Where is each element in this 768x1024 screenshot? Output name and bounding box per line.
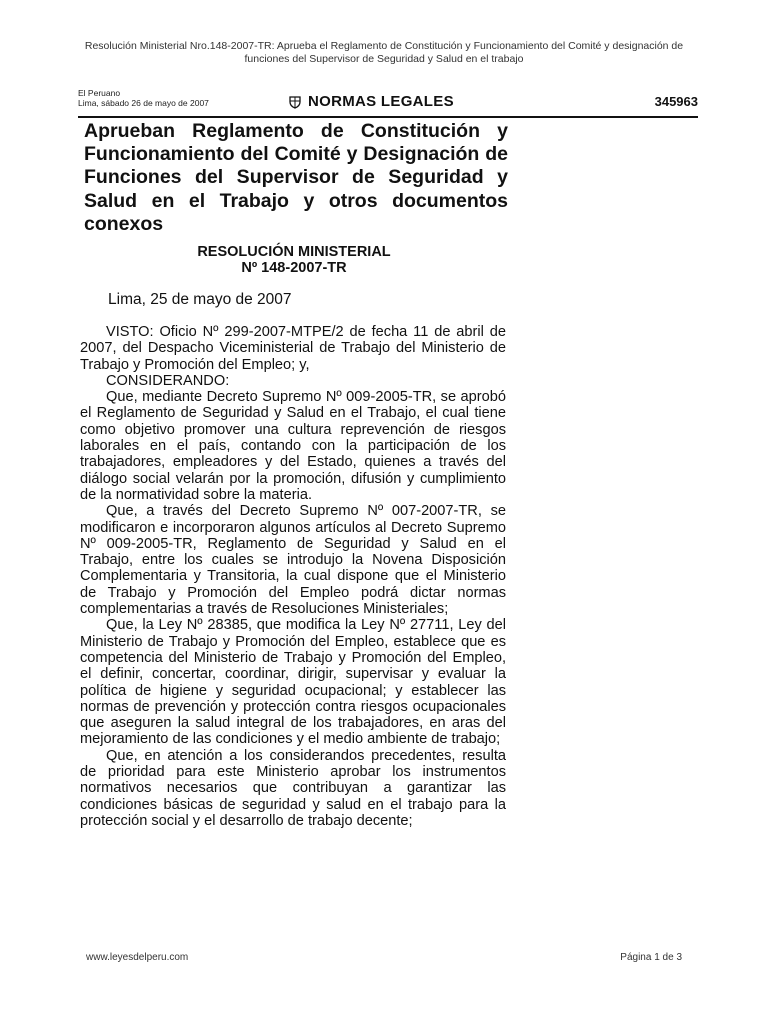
page-footer <box>86 952 682 963</box>
resolution-heading <box>84 244 504 276</box>
paragraph-visto: VISTO: Oficio Nº 299-2007-MTPE/2 de fecha 11 de abril de 2007, del Despacho Viceministerial de Trabajo del Ministerio de Trabajo y Promoción del Empleo; y, <box>80 324 506 373</box>
paragraph-que-1: Que, mediante Decreto Supremo Nº 009-2005-TR, se aprobó el Reglamento de Seguridad y Salud en el Trabajo, el cual tiene como objetivo promover una cultura reprevención de riesgos laborales en el país, contando con la participación de los trabajadores, empleadores y del Estado, quienes a través del diálogo social velarán por la promoción, difusión y cumplimiento de la normatividad sobre la materia. <box>80 389 506 503</box>
date-line: Lima, 25 de mayo de 2007 <box>108 291 292 308</box>
resolution-line-2: Nº 148-2007-TR <box>241 260 347 276</box>
resolution-line-1: RESOLUCIÓN MINISTERIAL <box>197 244 391 260</box>
footer-page-number: Página 1 de 3 <box>620 952 682 963</box>
header-line-1: Resolución Ministerial Nro.148-2007-TR: Aprueba el Reglamento de Constitución y Funcionamiento del Comité y designación de <box>84 40 684 52</box>
paragraph-que-3: Que, la Ley Nº 28385, que modifica la Ley Nº 27711, Ley del Ministerio de Trabajo y Promoción del Empleo, establece que es competencia del Ministerio de Trabajo y Promoción del Empleo, el definir, concertar, coordinar, dirigir, supervisar y evaluar la política de higiene y seguridad ocupacional; y establecer las normas de prevención y protección contra riesgos ocupacionales que aseguren la salud integral de los trabajadores, en aras del mejoramiento de las condiciones y el medio ambiente de trabajo; <box>80 617 506 748</box>
masthead-left <box>78 88 209 108</box>
paragraph-que-2: Que, a través del Decreto Supremo Nº 007-2007-TR, se modificaron e incorporaron algunos artículos al Decreto Supremo Nº 009-2005-TR, Reglamento de Seguridad y Salud en el Trabajo, entre los cuales se introdujo la Novena Disposición Complementaria y Transitoria, la cual dispone que el Ministerio de Trabajo y Promoción del Empleo podrá dictar normas complementarias a través de Resoluciones Ministeriales; <box>80 503 506 618</box>
paragraph-que-4: Que, en atención a los considerandos precedentes, resulta de prioridad para este Ministerio aprobar los instrumentos normativos necesarios que contribuyan a garantizar las condiciones básicas de seguridad y salud en el trabajo para la protección social y el desarrollo de trabajo decente; <box>80 747 506 829</box>
crest-icon <box>288 95 302 109</box>
newspaper-name: El Peruano <box>78 88 121 98</box>
footer-website: www.leyesdelperu.com <box>86 952 189 963</box>
section-title: NORMAS LEGALES <box>308 93 454 110</box>
masthead-date: Lima, sábado 26 de mayo de 2007 <box>78 98 209 108</box>
page-header <box>40 40 728 66</box>
masthead-section <box>288 93 454 110</box>
paragraph-considerando: CONSIDERANDO: <box>106 372 230 389</box>
scanned-page <box>78 86 698 926</box>
body-text <box>80 324 506 829</box>
masthead-page-number: 345963 <box>654 94 698 109</box>
header-line-2: funciones del Supervisor de Seguridad y Salud en el trabajo <box>244 53 524 65</box>
masthead <box>78 86 698 118</box>
document-title: Aprueban Reglamento de Constitución y Funcionamiento del Comité y Designación de Funciones del Supervisor de Seguridad y Salud en el Trabajo y otros documentos conexos <box>84 120 508 235</box>
